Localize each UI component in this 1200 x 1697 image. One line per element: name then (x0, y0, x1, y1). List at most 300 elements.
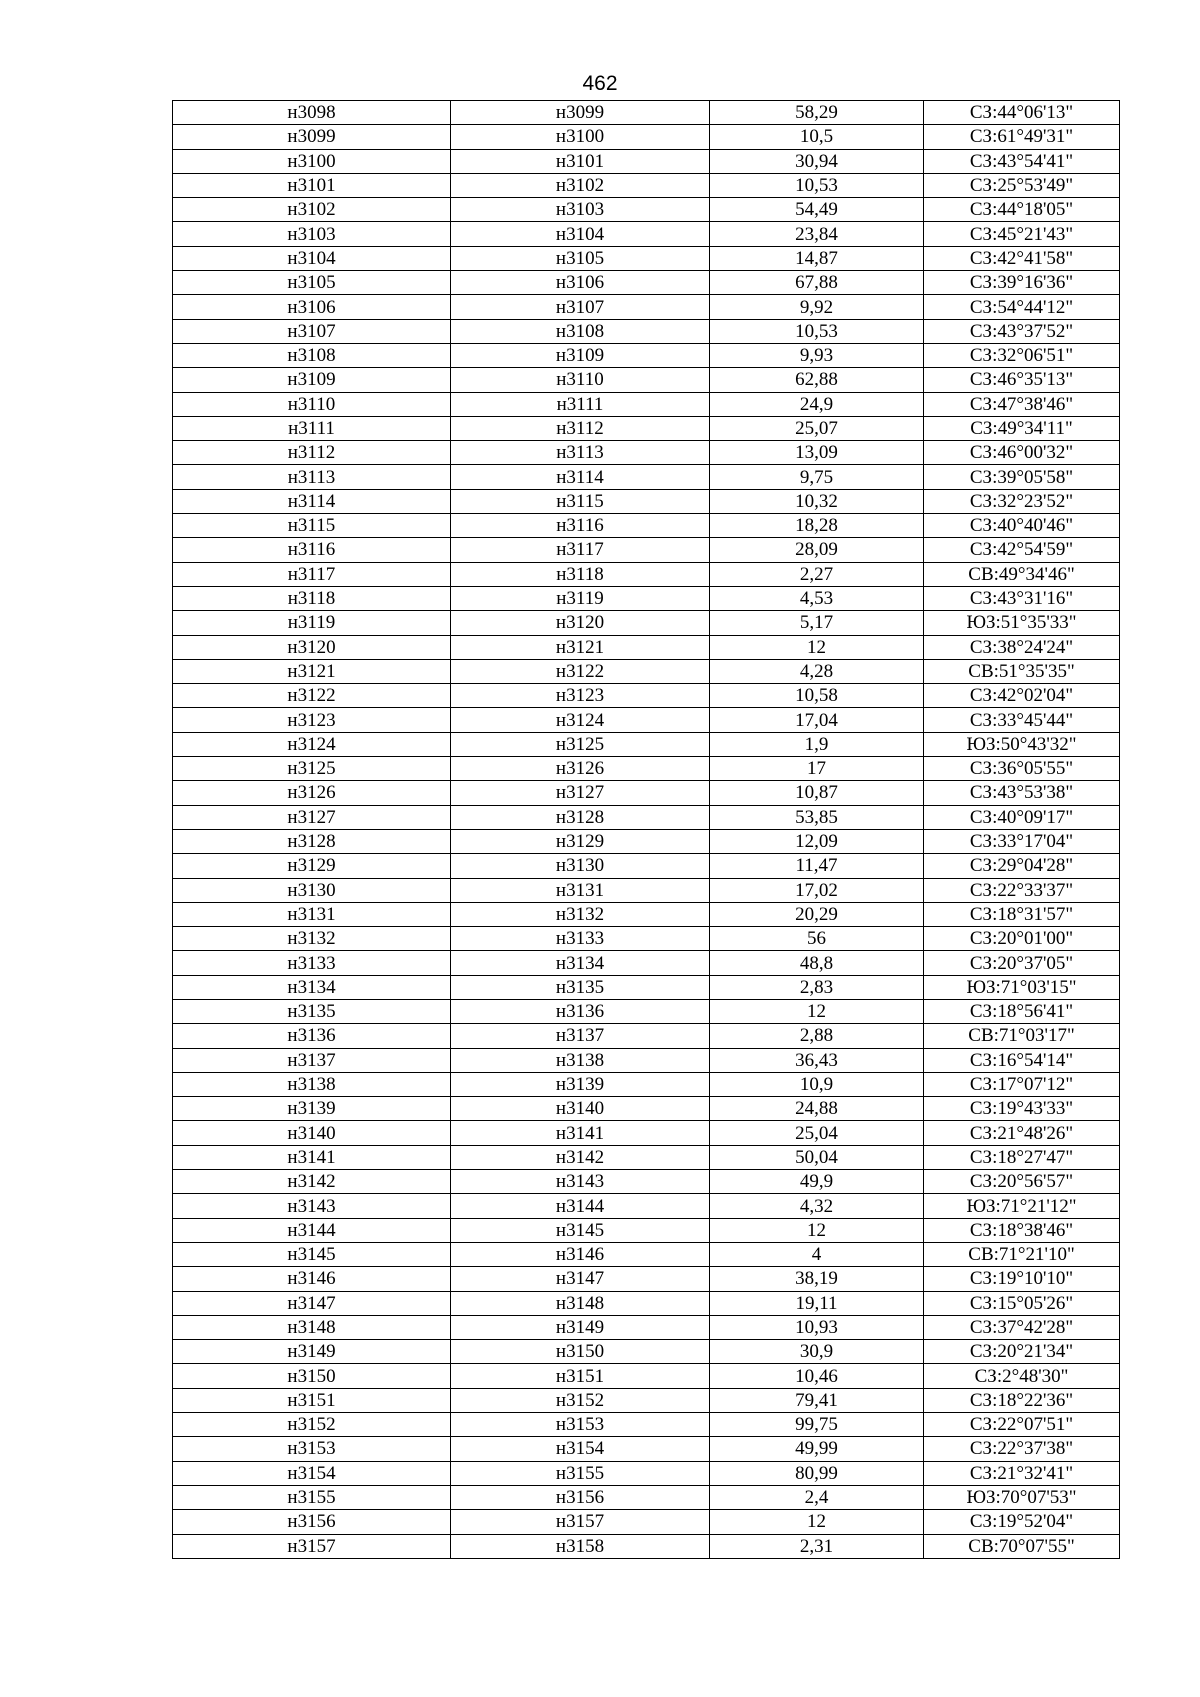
table-row (173, 416, 1120, 440)
from-point-cell: н3147 (173, 1291, 451, 1315)
distance-cell: 9,92 (710, 295, 924, 319)
table-row (173, 635, 1120, 659)
distance-cell: 12,09 (710, 829, 924, 853)
bearing-cell: СЗ:18°27'47" (924, 1145, 1120, 1169)
distance-cell: 62,88 (710, 368, 924, 392)
distance-cell: 10,5 (710, 125, 924, 149)
bearing-cell: СЗ:22°33'37" (924, 878, 1120, 902)
from-point-cell: н3141 (173, 1145, 451, 1169)
bearing-cell: ЮЗ:70°07'53" (924, 1485, 1120, 1509)
table-row (173, 1388, 1120, 1412)
distance-cell: 28,09 (710, 538, 924, 562)
from-point-cell: н3118 (173, 586, 451, 610)
bearing-cell: СВ:71°03'17" (924, 1024, 1120, 1048)
from-point-cell: н3114 (173, 489, 451, 513)
table-row (173, 586, 1120, 610)
from-point-cell: н3132 (173, 927, 451, 951)
bearing-cell: СЗ:39°05'58" (924, 465, 1120, 489)
distance-cell: 25,07 (710, 416, 924, 440)
table-row (173, 1048, 1120, 1072)
to-point-cell: н3132 (451, 902, 710, 926)
bearing-cell: СВ:51°35'35" (924, 659, 1120, 683)
table-row (173, 1024, 1120, 1048)
distance-cell: 2,4 (710, 1485, 924, 1509)
from-point-cell: н3102 (173, 198, 451, 222)
to-point-cell: н3109 (451, 343, 710, 367)
to-point-cell: н3104 (451, 222, 710, 246)
to-point-cell: н3106 (451, 271, 710, 295)
from-point-cell: н3108 (173, 343, 451, 367)
bearing-cell: СЗ:18°22'36" (924, 1388, 1120, 1412)
distance-cell: 17 (710, 757, 924, 781)
bearing-cell: СЗ:21°32'41" (924, 1461, 1120, 1485)
from-point-cell: н3099 (173, 125, 451, 149)
to-point-cell: н3129 (451, 829, 710, 853)
table-row (173, 1437, 1120, 1461)
table-row (173, 781, 1120, 805)
to-point-cell: н3146 (451, 1242, 710, 1266)
table-row (173, 951, 1120, 975)
to-point-cell: н3152 (451, 1388, 710, 1412)
bearing-cell: СЗ:47°38'46" (924, 392, 1120, 416)
bearing-cell: СЗ:45°21'43" (924, 222, 1120, 246)
from-point-cell: н3151 (173, 1388, 451, 1412)
to-point-cell: н3149 (451, 1315, 710, 1339)
bearing-cell: СЗ:44°18'05" (924, 198, 1120, 222)
bearing-cell: СЗ:29°04'28" (924, 854, 1120, 878)
table-row (173, 271, 1120, 295)
to-point-cell: н3118 (451, 562, 710, 586)
from-point-cell: н3106 (173, 295, 451, 319)
bearing-cell: СЗ:46°00'32" (924, 441, 1120, 465)
distance-cell: 67,88 (710, 271, 924, 295)
distance-cell: 53,85 (710, 805, 924, 829)
bearing-cell: СЗ:40°09'17" (924, 805, 1120, 829)
bearing-cell: СЗ:38°24'24" (924, 635, 1120, 659)
bearing-cell: СЗ:18°38'46" (924, 1218, 1120, 1242)
from-point-cell: н3136 (173, 1024, 451, 1048)
table-row (173, 611, 1120, 635)
from-point-cell: н3129 (173, 854, 451, 878)
to-point-cell: н3157 (451, 1510, 710, 1534)
table-row (173, 1218, 1120, 1242)
bearing-cell: СЗ:20°37'05" (924, 951, 1120, 975)
from-point-cell: н3135 (173, 999, 451, 1023)
table-row (173, 999, 1120, 1023)
distance-cell: 2,88 (710, 1024, 924, 1048)
to-point-cell: н3115 (451, 489, 710, 513)
bearing-cell: СЗ:33°45'44" (924, 708, 1120, 732)
page-number: 462 (582, 72, 618, 95)
distance-cell: 14,87 (710, 246, 924, 270)
from-point-cell: н3125 (173, 757, 451, 781)
distance-cell: 12 (710, 1510, 924, 1534)
table-row (173, 1170, 1120, 1194)
from-point-cell: н3121 (173, 659, 451, 683)
from-point-cell: н3127 (173, 805, 451, 829)
distance-cell: 30,94 (710, 149, 924, 173)
from-point-cell: н3140 (173, 1121, 451, 1145)
table-row (173, 902, 1120, 926)
bearing-cell: СЗ:17°07'12" (924, 1072, 1120, 1096)
distance-cell: 17,04 (710, 708, 924, 732)
distance-cell: 79,41 (710, 1388, 924, 1412)
to-point-cell: н3128 (451, 805, 710, 829)
distance-cell: 4,28 (710, 659, 924, 683)
from-point-cell: н3113 (173, 465, 451, 489)
bearing-cell: СЗ:20°01'00" (924, 927, 1120, 951)
bearing-cell: СЗ:32°06'51" (924, 343, 1120, 367)
distance-cell: 36,43 (710, 1048, 924, 1072)
from-point-cell: н3105 (173, 271, 451, 295)
to-point-cell: н3099 (451, 101, 710, 125)
to-point-cell: н3114 (451, 465, 710, 489)
from-point-cell: н3111 (173, 416, 451, 440)
bearing-cell: СЗ:43°54'41" (924, 149, 1120, 173)
bearing-cell: СЗ:42°41'58" (924, 246, 1120, 270)
distance-cell: 10,9 (710, 1072, 924, 1096)
from-point-cell: н3112 (173, 441, 451, 465)
bearing-cell: СЗ:42°02'04" (924, 684, 1120, 708)
from-point-cell: н3124 (173, 732, 451, 756)
from-point-cell: н3128 (173, 829, 451, 853)
to-point-cell: н3145 (451, 1218, 710, 1242)
distance-cell: 10,87 (710, 781, 924, 805)
from-point-cell: н3103 (173, 222, 451, 246)
distance-cell: 10,32 (710, 489, 924, 513)
bearing-cell: СЗ:19°10'10" (924, 1267, 1120, 1291)
from-point-cell: н3116 (173, 538, 451, 562)
table-row (173, 854, 1120, 878)
bearing-cell: СЗ:44°06'13" (924, 101, 1120, 125)
table-row (173, 1267, 1120, 1291)
to-point-cell: н3124 (451, 708, 710, 732)
table-row (173, 538, 1120, 562)
table-row (173, 1194, 1120, 1218)
from-point-cell: н3149 (173, 1340, 451, 1364)
to-point-cell: н3143 (451, 1170, 710, 1194)
from-point-cell: н3150 (173, 1364, 451, 1388)
distance-cell: 4 (710, 1242, 924, 1266)
from-point-cell: н3130 (173, 878, 451, 902)
distance-cell: 2,31 (710, 1534, 924, 1558)
distance-cell: 12 (710, 999, 924, 1023)
to-point-cell: н3119 (451, 586, 710, 610)
table-body (173, 101, 1120, 1559)
from-point-cell: н3109 (173, 368, 451, 392)
from-point-cell: н3146 (173, 1267, 451, 1291)
bearing-cell: СЗ:43°37'52" (924, 319, 1120, 343)
distance-cell: 30,9 (710, 1340, 924, 1364)
table-row (173, 465, 1120, 489)
to-point-cell: н3141 (451, 1121, 710, 1145)
table-row (173, 878, 1120, 902)
to-point-cell: н3155 (451, 1461, 710, 1485)
to-point-cell: н3151 (451, 1364, 710, 1388)
bearing-cell: СЗ:19°43'33" (924, 1097, 1120, 1121)
distance-cell: 25,04 (710, 1121, 924, 1145)
from-point-cell: н3155 (173, 1485, 451, 1509)
table-row (173, 368, 1120, 392)
from-point-cell: н3154 (173, 1461, 451, 1485)
to-point-cell: н3105 (451, 246, 710, 270)
to-point-cell: н3113 (451, 441, 710, 465)
distance-cell: 10,53 (710, 173, 924, 197)
table-row (173, 343, 1120, 367)
table-row (173, 1291, 1120, 1315)
table-row (173, 805, 1120, 829)
table-row (173, 1510, 1120, 1534)
to-point-cell: н3154 (451, 1437, 710, 1461)
distance-cell: 56 (710, 927, 924, 951)
from-point-cell: н3137 (173, 1048, 451, 1072)
from-point-cell: н3120 (173, 635, 451, 659)
distance-cell: 2,83 (710, 975, 924, 999)
table-row (173, 732, 1120, 756)
to-point-cell: н3131 (451, 878, 710, 902)
bearing-cell: СЗ:43°31'16" (924, 586, 1120, 610)
table-row (173, 1461, 1120, 1485)
table-row (173, 149, 1120, 173)
from-point-cell: н3098 (173, 101, 451, 125)
table-row (173, 1413, 1120, 1437)
to-point-cell: н3116 (451, 514, 710, 538)
to-point-cell: н3135 (451, 975, 710, 999)
distance-cell: 24,88 (710, 1097, 924, 1121)
bearing-cell: ЮЗ:71°03'15" (924, 975, 1120, 999)
from-point-cell: н3119 (173, 611, 451, 635)
from-point-cell: н3139 (173, 1097, 451, 1121)
distance-cell: 48,8 (710, 951, 924, 975)
table-row (173, 708, 1120, 732)
table-row (173, 101, 1120, 125)
table-row (173, 514, 1120, 538)
table-row (173, 441, 1120, 465)
table-row (173, 927, 1120, 951)
table-row (173, 246, 1120, 270)
to-point-cell: н3156 (451, 1485, 710, 1509)
table-row (173, 1121, 1120, 1145)
table-row (173, 757, 1120, 781)
table-row (173, 1315, 1120, 1339)
from-point-cell: н3101 (173, 173, 451, 197)
bearing-cell: СЗ:15°05'26" (924, 1291, 1120, 1315)
distance-cell: 99,75 (710, 1413, 924, 1437)
to-point-cell: н3126 (451, 757, 710, 781)
bearing-cell: СВ:49°34'46" (924, 562, 1120, 586)
table-row (173, 829, 1120, 853)
from-point-cell: н3156 (173, 1510, 451, 1534)
distance-cell: 20,29 (710, 902, 924, 926)
to-point-cell: н3134 (451, 951, 710, 975)
table-row (173, 1534, 1120, 1558)
bearing-cell: СЗ:20°21'34" (924, 1340, 1120, 1364)
table-row (173, 125, 1120, 149)
table-row (173, 198, 1120, 222)
bearing-cell: СЗ:18°31'57" (924, 902, 1120, 926)
from-point-cell: н3133 (173, 951, 451, 975)
from-point-cell: н3117 (173, 562, 451, 586)
distance-cell: 12 (710, 635, 924, 659)
table-row (173, 975, 1120, 999)
boundary-table (172, 100, 1120, 1559)
table-row (173, 684, 1120, 708)
from-point-cell: н3152 (173, 1413, 451, 1437)
to-point-cell: н3111 (451, 392, 710, 416)
distance-cell: 24,9 (710, 392, 924, 416)
to-point-cell: н3138 (451, 1048, 710, 1072)
bearing-cell: СЗ:21°48'26" (924, 1121, 1120, 1145)
to-point-cell: н3123 (451, 684, 710, 708)
bearing-cell: СЗ:37°42'28" (924, 1315, 1120, 1339)
table-row (173, 1242, 1120, 1266)
from-point-cell: н3104 (173, 246, 451, 270)
distance-cell: 54,49 (710, 198, 924, 222)
to-point-cell: н3144 (451, 1194, 710, 1218)
bearing-cell: СЗ:33°17'04" (924, 829, 1120, 853)
distance-cell: 9,75 (710, 465, 924, 489)
to-point-cell: н3148 (451, 1291, 710, 1315)
distance-cell: 19,11 (710, 1291, 924, 1315)
bearing-cell: ЮЗ:50°43'32" (924, 732, 1120, 756)
from-point-cell: н3142 (173, 1170, 451, 1194)
from-point-cell: н3143 (173, 1194, 451, 1218)
to-point-cell: н3158 (451, 1534, 710, 1558)
to-point-cell: н3140 (451, 1097, 710, 1121)
bearing-cell: СЗ:22°07'51" (924, 1413, 1120, 1437)
table-row (173, 659, 1120, 683)
from-point-cell: н3122 (173, 684, 451, 708)
table-row (173, 489, 1120, 513)
from-point-cell: н3115 (173, 514, 451, 538)
from-point-cell: н3110 (173, 392, 451, 416)
to-point-cell: н3150 (451, 1340, 710, 1364)
from-point-cell: н3131 (173, 902, 451, 926)
table-row (173, 1364, 1120, 1388)
distance-cell: 49,99 (710, 1437, 924, 1461)
to-point-cell: н3136 (451, 999, 710, 1023)
distance-cell: 17,02 (710, 878, 924, 902)
from-point-cell: н3126 (173, 781, 451, 805)
from-point-cell: н3134 (173, 975, 451, 999)
from-point-cell: н3148 (173, 1315, 451, 1339)
bearing-cell: СВ:70°07'55" (924, 1534, 1120, 1558)
bearing-cell: СЗ:43°53'38" (924, 781, 1120, 805)
distance-cell: 10,58 (710, 684, 924, 708)
bearing-cell: СЗ:49°34'11" (924, 416, 1120, 440)
table-row (173, 222, 1120, 246)
to-point-cell: н3153 (451, 1413, 710, 1437)
bearing-cell: СЗ:19°52'04" (924, 1510, 1120, 1534)
bearing-cell: СЗ:2°48'30" (924, 1364, 1120, 1388)
to-point-cell: н3147 (451, 1267, 710, 1291)
from-point-cell: н3153 (173, 1437, 451, 1461)
to-point-cell: н3122 (451, 659, 710, 683)
distance-cell: 50,04 (710, 1145, 924, 1169)
distance-cell: 12 (710, 1218, 924, 1242)
table-row (173, 1340, 1120, 1364)
distance-cell: 9,93 (710, 343, 924, 367)
bearing-cell: СЗ:36°05'55" (924, 757, 1120, 781)
distance-cell: 38,19 (710, 1267, 924, 1291)
to-point-cell: н3139 (451, 1072, 710, 1096)
bearing-cell: СЗ:61°49'31" (924, 125, 1120, 149)
from-point-cell: н3107 (173, 319, 451, 343)
distance-cell: 1,9 (710, 732, 924, 756)
to-point-cell: н3112 (451, 416, 710, 440)
table-row (173, 562, 1120, 586)
bearing-cell: СЗ:40°40'46" (924, 514, 1120, 538)
bearing-cell: СЗ:32°23'52" (924, 489, 1120, 513)
distance-cell: 11,47 (710, 854, 924, 878)
bearing-cell: СЗ:20°56'57" (924, 1170, 1120, 1194)
to-point-cell: н3125 (451, 732, 710, 756)
bearing-cell: СЗ:54°44'12" (924, 295, 1120, 319)
table-row (173, 1145, 1120, 1169)
table-row (173, 173, 1120, 197)
distance-cell: 58,29 (710, 101, 924, 125)
table-row (173, 319, 1120, 343)
distance-cell: 18,28 (710, 514, 924, 538)
distance-cell: 49,9 (710, 1170, 924, 1194)
to-point-cell: н3120 (451, 611, 710, 635)
distance-cell: 2,27 (710, 562, 924, 586)
to-point-cell: н3142 (451, 1145, 710, 1169)
to-point-cell: н3108 (451, 319, 710, 343)
to-point-cell: н3133 (451, 927, 710, 951)
to-point-cell: н3107 (451, 295, 710, 319)
bearing-cell: СЗ:25°53'49" (924, 173, 1120, 197)
bearing-cell: СЗ:22°37'38" (924, 1437, 1120, 1461)
to-point-cell: н3127 (451, 781, 710, 805)
table-row (173, 295, 1120, 319)
bearing-cell: СЗ:18°56'41" (924, 999, 1120, 1023)
bearing-cell: ЮЗ:71°21'12" (924, 1194, 1120, 1218)
to-point-cell: н3101 (451, 149, 710, 173)
distance-cell: 10,93 (710, 1315, 924, 1339)
to-point-cell: н3130 (451, 854, 710, 878)
bearing-cell: СЗ:46°35'13" (924, 368, 1120, 392)
distance-cell: 23,84 (710, 222, 924, 246)
to-point-cell: н3117 (451, 538, 710, 562)
from-point-cell: н3100 (173, 149, 451, 173)
from-point-cell: н3145 (173, 1242, 451, 1266)
bearing-cell: СВ:71°21'10" (924, 1242, 1120, 1266)
distance-cell: 5,17 (710, 611, 924, 635)
distance-cell: 13,09 (710, 441, 924, 465)
to-point-cell: н3103 (451, 198, 710, 222)
bearing-cell: ЮЗ:51°35'33" (924, 611, 1120, 635)
table-row (173, 1485, 1120, 1509)
bearing-cell: СЗ:42°54'59" (924, 538, 1120, 562)
table-row (173, 1072, 1120, 1096)
table-row (173, 392, 1120, 416)
to-point-cell: н3102 (451, 173, 710, 197)
distance-cell: 4,53 (710, 586, 924, 610)
to-point-cell: н3121 (451, 635, 710, 659)
distance-cell: 10,53 (710, 319, 924, 343)
distance-cell: 10,46 (710, 1364, 924, 1388)
distance-cell: 80,99 (710, 1461, 924, 1485)
to-point-cell: н3100 (451, 125, 710, 149)
distance-cell: 4,32 (710, 1194, 924, 1218)
from-point-cell: н3138 (173, 1072, 451, 1096)
from-point-cell: н3123 (173, 708, 451, 732)
to-point-cell: н3137 (451, 1024, 710, 1048)
bearing-cell: СЗ:16°54'14" (924, 1048, 1120, 1072)
table-row (173, 1097, 1120, 1121)
from-point-cell: н3157 (173, 1534, 451, 1558)
